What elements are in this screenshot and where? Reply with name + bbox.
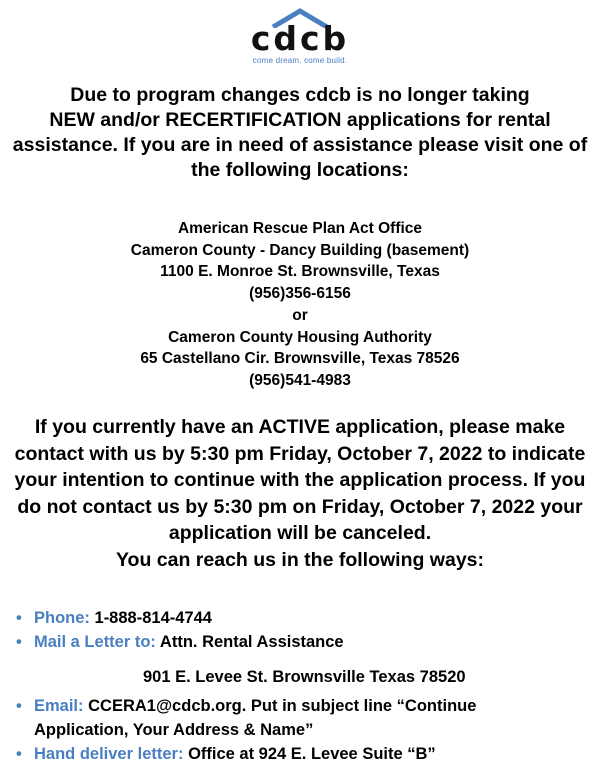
contact-phone-value: 1-888-814-4744	[94, 609, 212, 627]
contact-phone-label: Phone:	[34, 609, 90, 627]
contact-hand-deliver-label: Hand deliver letter:	[34, 745, 184, 763]
contact-mail-item	[0, 630, 600, 654]
active-application-notice	[0, 414, 600, 574]
contact-hand-deliver-item	[0, 742, 600, 766]
contact-mail-value: Attn. Rental Assistance	[159, 633, 344, 651]
contact-methods-list	[0, 606, 600, 766]
notice-line: do not contact us by 5:30 pm on Friday, October 7, 2022 your	[17, 495, 583, 518]
bullet-icon: •	[16, 609, 22, 627]
bullet-icon: •	[16, 697, 22, 715]
notice-line: If you currently have an ACTIVE application, please make	[34, 416, 566, 438]
intro-notice	[0, 83, 600, 183]
office2-phone: (956)541-4983	[249, 371, 351, 389]
contact-email-value: CCERA1@cdcb.org. Put in subject line “Continue	[88, 697, 477, 715]
intro-line: assistance. If you are in need of assistance please visit one of	[12, 134, 588, 156]
locations-separator: or	[292, 306, 308, 324]
contact-mail-label: Mail a Letter to:	[34, 633, 156, 651]
intro-line: the following locations:	[191, 159, 409, 181]
intro-line: Due to program changes cdcb is no longer taking	[70, 84, 530, 106]
contact-email-value-line2: Application, Your Address & Name”	[34, 721, 314, 739]
cdcb-logo	[0, 8, 600, 65]
office1-building: Cameron County - Dancy Building (basement)	[130, 241, 470, 259]
office1-address: 1100 E. Monroe St. Brownsville, Texas	[160, 263, 440, 281]
locations-block	[0, 218, 600, 392]
contact-hand-deliver-value: Office at 924 E. Levee Suite “B”	[188, 745, 436, 763]
contact-mail-address: 901 E. Levee St. Brownsville Texas 78520	[143, 668, 466, 686]
intro-line: NEW and/or RECERTIFICATION applications for rental	[49, 109, 551, 131]
bullet-icon: •	[16, 745, 22, 763]
notice-line: application will be canceled.	[168, 522, 432, 545]
contact-email-label: Email:	[34, 697, 84, 715]
notice-line: contact with us by 5:30 pm Friday, October 7, 2022 to indicate	[14, 442, 586, 465]
logo-wordmark: cdcb	[250, 19, 350, 58]
notice-line: You can reach us in the following ways:	[115, 548, 485, 571]
office2-name: Cameron County Housing Authority	[168, 328, 432, 346]
contact-phone-item	[0, 606, 600, 630]
bullet-icon: •	[16, 633, 22, 651]
notice-line: your intention to continue with the application process. If you	[14, 469, 586, 492]
logo-tagline: come dream. come build.	[252, 56, 348, 65]
contact-email-item	[0, 694, 600, 742]
office1-name: American Rescue Plan Act Office	[177, 220, 423, 237]
office2-address: 65 Castellano Cir. Brownsville, Texas 78526	[140, 350, 460, 368]
office1-phone: (956)356-6156	[249, 285, 351, 303]
